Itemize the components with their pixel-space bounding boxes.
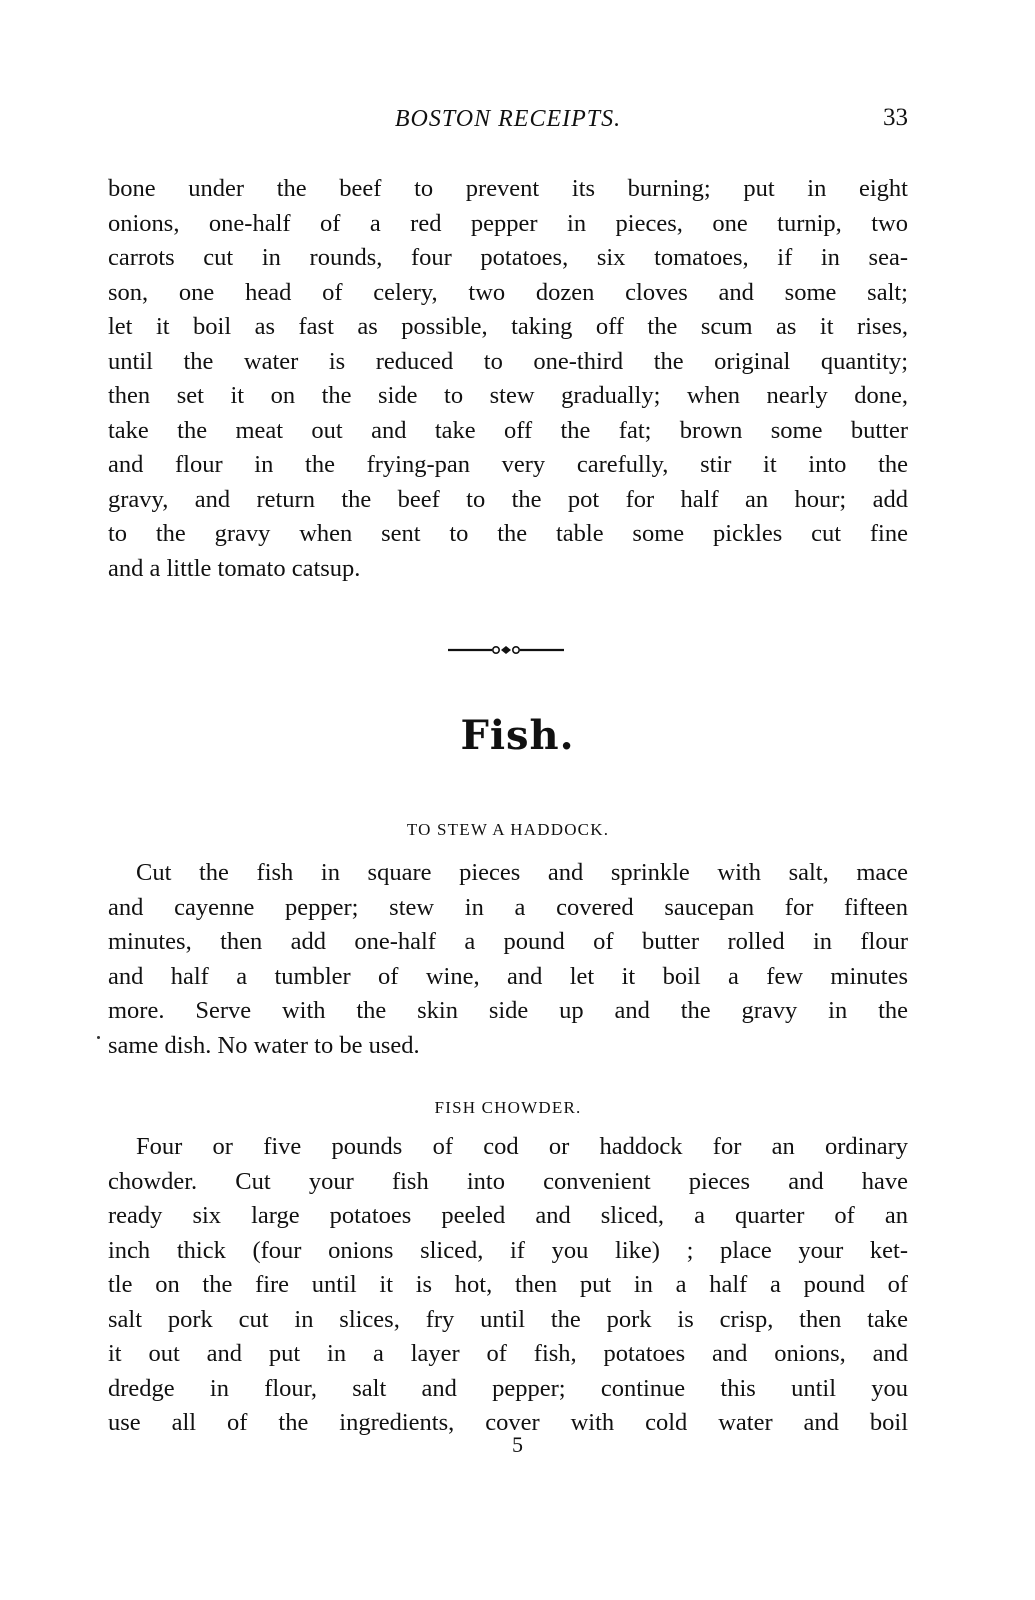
running-head [108, 102, 908, 138]
text-line: more. Serve with the skin side up and the gravy in the [108, 997, 908, 1024]
text-line: take the meat out and take off the fat; brown some butter [108, 416, 908, 444]
text-line: tle on the fire until it is hot, then put in a half a pound of [108, 1271, 908, 1298]
text-line: chowder. Cut your fish into convenient pieces and have [108, 1167, 908, 1195]
continued-paragraph [108, 172, 908, 586]
text-line: gravy, and return the beef to the pot for half an hour; add [108, 485, 908, 513]
text-line: onions, one-half of a red pepper in pieces, one turnip, two [108, 209, 908, 237]
running-title: BOSTON RECEIPTS. [394, 106, 622, 132]
recipe-heading: FISH CHOWDER. [434, 1098, 582, 1117]
text-line: and cayenne pepper; stew in a covered saucepan for fifteen [108, 893, 908, 921]
recipe-paragraph [108, 1130, 908, 1441]
text-line: Cut the fish in square pieces and sprinkle with salt, mace [136, 859, 908, 886]
text-line: salt pork cut in slices, fry until the pork is crisp, then take [108, 1305, 908, 1333]
text-line: same dish. No water to be used. [108, 1031, 420, 1059]
text-line: use all of the ingredients, cover with cold water and boil [108, 1409, 908, 1436]
text-line: bone under the beef to prevent its burning; put in eight [108, 175, 908, 202]
text-line: dredge in flour, salt and pepper; continue this until you [108, 1374, 908, 1402]
page-number: 33 [883, 104, 908, 131]
recipe-paragraph [108, 856, 908, 1063]
text-line: until the water is reduced to one-third the original quantity; [108, 347, 908, 375]
text-line: to the gravy when sent to the table some pickles cut fine [108, 520, 908, 547]
text-line: carrots cut in rounds, four potatoes, six tomatoes, if in sea- [108, 244, 908, 271]
section-title: Fish. [460, 712, 575, 759]
text-line: then set it on the side to stew gradually; when nearly done, [108, 382, 908, 409]
text-line: and a little tomato catsup. [108, 554, 361, 582]
text-line: inch thick (four onions sliced, if you like) ; place your ket- [108, 1236, 908, 1264]
text-line: and flour in the frying-pan very carefully, stir it into the [108, 451, 908, 478]
text-line: Four or five pounds of cod or haddock for an ordinary [136, 1133, 908, 1160]
text-line: let it boil as fast as possible, taking off the scum as it rises, [108, 313, 908, 340]
ink-speck [97, 1036, 100, 1039]
signature-mark: 5 [512, 1432, 523, 1457]
text-line: ready six large potatoes peeled and sliced, a quarter of an [108, 1202, 908, 1229]
text-line: it out and put in a layer of fish, potatoes and onions, and [108, 1340, 908, 1367]
recipe-heading: TO STEW A HADDOCK. [406, 820, 610, 839]
divider-ornament [448, 640, 564, 660]
text-line: and half a tumbler of wine, and let it boil a few minutes [108, 962, 908, 990]
text-line: son, one head of celery, two dozen cloves and some salt; [108, 278, 908, 306]
text-line: minutes, then add one-half a pound of butter rolled in flour [108, 928, 908, 955]
